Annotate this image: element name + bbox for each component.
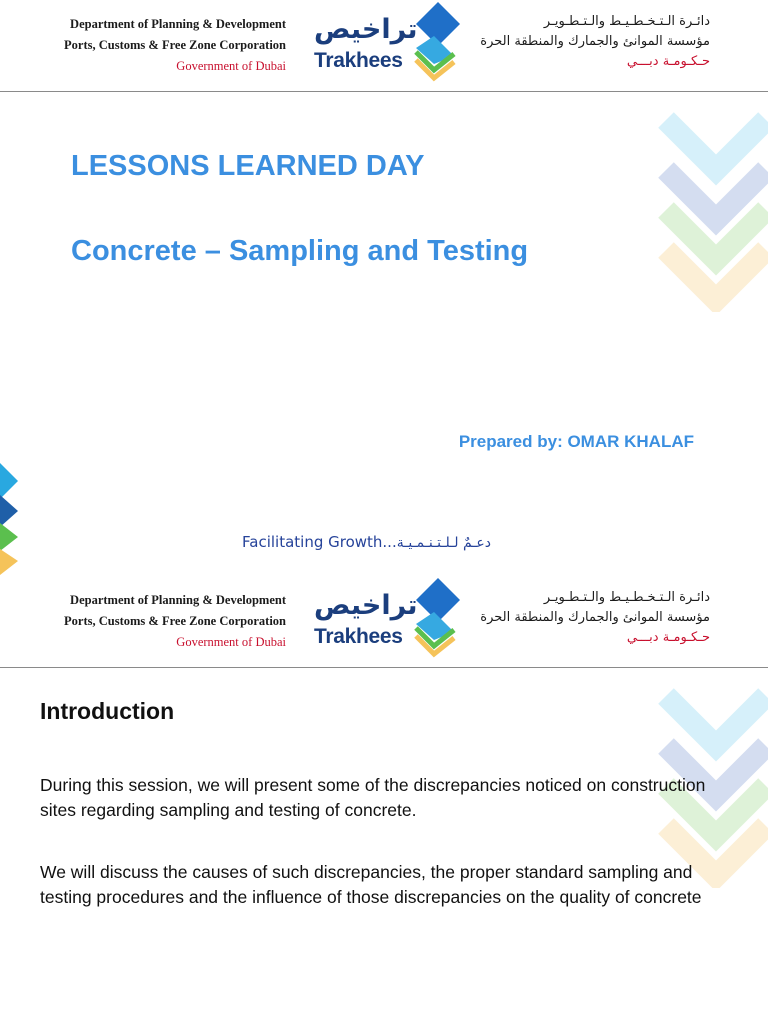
introduction-slide: [0, 576, 768, 1024]
arabic-line-2: مؤسسة الموانئ والجمارك والمنطقة الحرة: [480, 610, 710, 625]
arabic-line-1: دائـرة الـتـخـطـيـط والـتـطـويـر: [543, 14, 710, 29]
department-line-2: Ports, Customs & Free Zone Corporation: [64, 38, 286, 52]
logo-arabic-text: تراخيص: [314, 14, 418, 45]
prepared-by: Prepared by: OMAR KHALAF: [458, 432, 694, 451]
department-line-2: Ports, Customs & Free Zone Corporation: [64, 614, 286, 628]
arabic-government-line: حـكـومـة دبـــي: [626, 630, 710, 645]
arabic-line-1: دائـرة الـتـخـطـيـط والـتـطـويـر: [543, 590, 710, 605]
trakhees-logo: [310, 2, 460, 84]
decorative-chevrons-icon: [658, 92, 768, 312]
department-block: [64, 14, 286, 77]
logo-english-text: Trakhees: [314, 49, 403, 72]
department-block: [64, 590, 286, 653]
department-line-1: Department of Planning & Development: [70, 17, 286, 31]
logo-arabic-text: تراخيص: [314, 590, 418, 621]
slide-header: [0, 0, 768, 92]
tagline: [242, 533, 491, 551]
header-divider: [0, 667, 768, 668]
intro-paragraph-2: We will discuss the causes of such discrepancies, the proper standard sampling and testing procedures and the influence of those discrepancies on the quality of concrete: [40, 862, 702, 907]
arabic-department-block: [482, 12, 710, 72]
government-line: Government of Dubai: [176, 635, 286, 649]
trakhees-logo: [310, 578, 460, 660]
header-divider: [0, 91, 768, 92]
tagline-arabic: دعـمٌ لـلـتـنـمـيـة: [396, 535, 491, 551]
department-line-1: Department of Planning & Development: [70, 593, 286, 607]
arabic-department-block: [482, 588, 710, 648]
arabic-line-2: مؤسسة الموانئ والجمارك والمنطقة الحرة: [480, 34, 710, 49]
slide-title: LESSONS LEARNED DAY: [71, 150, 425, 182]
section-heading: Introduction: [40, 698, 175, 724]
tagline-english: Facilitating Growth...: [242, 533, 397, 551]
arabic-government-line: حـكـومـة دبـــي: [626, 54, 710, 69]
intro-paragraph-1: During this session, we will present some of the discrepancies noticed on construction sites regarding sampling and testing of concrete.: [40, 775, 706, 820]
government-line: Government of Dubai: [176, 59, 286, 73]
slide-header: [0, 576, 768, 668]
slide-subtitle: Concrete – Sampling and Testing: [71, 235, 529, 267]
left-chevrons-icon: [0, 455, 24, 576]
trakhees-mark-icon: [410, 578, 460, 658]
logo-english-text: Trakhees: [314, 625, 403, 648]
trakhees-mark-icon: [410, 2, 460, 82]
